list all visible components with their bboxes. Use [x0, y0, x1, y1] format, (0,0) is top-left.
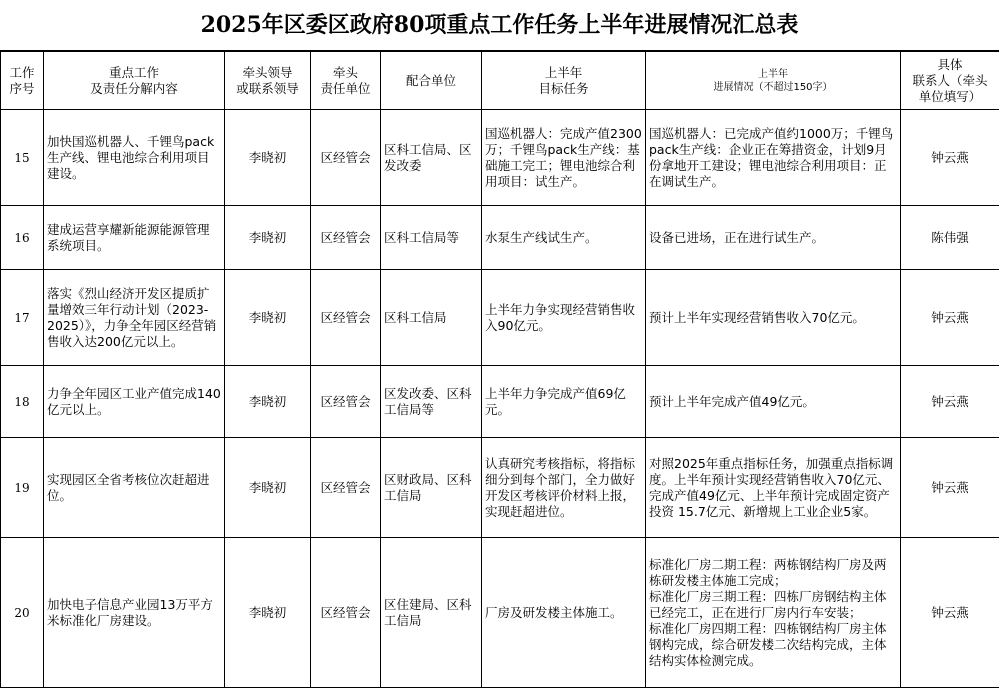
cell-goal[interactable]: 上半年力争实现经营销售收入90亿元。 — [482, 270, 646, 366]
cell-task[interactable]: 落实《烈山经济开发区提质扩量增效三年行动计划（2023-2025）》，力争全年园区经营销售收入达200亿元以上。 — [44, 270, 225, 366]
cell-seq[interactable]: 20 — [1, 538, 44, 688]
cell-coop[interactable]: 区财政局、区科工信局 — [381, 438, 482, 538]
cell-task[interactable]: 建成运营享耀新能源能源管理系统项目。 — [44, 206, 225, 270]
cell-contact[interactable]: 钟云燕 — [901, 270, 999, 366]
header-task: 重点工作 及责任分解内容 — [44, 52, 225, 110]
cell-progress[interactable]: 预计上半年完成产值49亿元。 — [646, 366, 901, 438]
cell-task[interactable]: 加快电子信息产业园13万平方米标准化厂房建设。 — [44, 538, 225, 688]
cell-coop[interactable]: 区科工信局 — [381, 270, 482, 366]
cell-progress[interactable]: 预计上半年实现经营销售收入70亿元。 — [646, 270, 901, 366]
table-row — [1, 110, 999, 206]
cell-goal[interactable]: 水泵生产线试生产。 — [482, 206, 646, 270]
cell-task[interactable]: 加快国巡机器人、千锂鸟pack生产线、锂电池综合利用项目建设。 — [44, 110, 225, 206]
header-row — [1, 52, 999, 110]
cell-coop[interactable]: 区科工信局等 — [381, 206, 482, 270]
cell-progress[interactable]: 设备已进场，正在进行试生产。 — [646, 206, 901, 270]
cell-contact[interactable]: 陈伟强 — [901, 206, 999, 270]
cell-unit[interactable]: 区经管会 — [311, 366, 381, 438]
cell-progress[interactable] — [646, 538, 901, 688]
header-leader: 牵头领导 或联系领导 — [225, 52, 311, 110]
cell-leader[interactable]: 李晓初 — [225, 438, 311, 538]
cell-task[interactable]: 力争全年园区工业产值完成140亿元以上。 — [44, 366, 225, 438]
table-row — [1, 538, 999, 688]
cell-contact[interactable]: 钟云燕 — [901, 438, 999, 538]
cell-contact[interactable]: 钟云燕 — [901, 366, 999, 438]
cell-seq[interactable]: 19 — [1, 438, 44, 538]
cell-leader[interactable]: 李晓初 — [225, 270, 311, 366]
header-progress: 上半年 进展情况（不超过150字） — [646, 52, 901, 110]
cell-goal[interactable]: 厂房及研发楼主体施工。 — [482, 538, 646, 688]
cell-leader[interactable]: 李晓初 — [225, 538, 311, 688]
cell-progress[interactable]: 国巡机器人：已完成产值约1000万；千锂鸟pack生产线：企业正在筹措资金，计划9月份拿地开工建设；锂电池综合利用项目：正在调试生产。 — [646, 110, 901, 206]
table-row — [1, 438, 999, 538]
cell-coop[interactable]: 区发改委、区科工信局等 — [381, 366, 482, 438]
header-coop: 配合单位 — [381, 52, 482, 110]
cell-coop[interactable]: 区住建局、区科工信局 — [381, 538, 482, 688]
table-row — [1, 366, 999, 438]
cell-task[interactable]: 实现园区全省考核位次赶超进位。 — [44, 438, 225, 538]
cell-contact[interactable]: 钟云燕 — [901, 110, 999, 206]
cell-unit[interactable]: 区经管会 — [311, 438, 381, 538]
cell-goal[interactable]: 国巡机器人：完成产值2300万；千锂鸟pack生产线：基础施工完工；锂电池综合利用项目：试生产。 — [482, 110, 646, 206]
cell-unit[interactable]: 区经管会 — [311, 206, 381, 270]
header-seq: 工作 序号 — [1, 52, 44, 110]
table-row — [1, 270, 999, 366]
cell-unit[interactable]: 区经管会 — [311, 110, 381, 206]
header-unit: 牵头 责任单位 — [311, 52, 381, 110]
sheet-title: 2025年区委区政府80项重点工作任务上半年进展情况汇总表 — [0, 0, 999, 51]
cell-seq[interactable]: 18 — [1, 366, 44, 438]
cell-leader[interactable]: 李晓初 — [225, 110, 311, 206]
cell-leader[interactable]: 李晓初 — [225, 366, 311, 438]
cell-unit[interactable]: 区经管会 — [311, 270, 381, 366]
cell-unit[interactable]: 区经管会 — [311, 538, 381, 688]
cell-contact[interactable]: 钟云燕 — [901, 538, 999, 688]
cell-seq[interactable]: 15 — [1, 110, 44, 206]
progress-table — [0, 51, 999, 688]
header-contact: 具体 联系人（牵头 单位填写） — [901, 52, 999, 110]
cell-goal[interactable]: 认真研究考核指标，将指标细分到每个部门，全力做好开发区考核评价材料上报，实现赶超进位。 — [482, 438, 646, 538]
progress-line: 标准化厂房三期工程：四栋厂房钢结构主体已经完工，正在进行厂房内行车安装； — [649, 588, 887, 620]
cell-leader[interactable]: 李晓初 — [225, 206, 311, 270]
cell-progress[interactable]: 对照2025年重点指标任务，加强重点指标调度。上半年预计实现经营销售收入70亿元、完成产值49亿元、上半年预计完成固定资产投资 15.7亿元、新增规上工业企业5家。 — [646, 438, 901, 538]
cell-seq[interactable]: 17 — [1, 270, 44, 366]
progress-line: 标准化厂房四期工程：四栋钢结构厂房主体钢构完成，综合研发楼二次结构完成，主体结构实体检测完成。 — [649, 620, 887, 668]
cell-goal[interactable]: 上半年力争完成产值69亿元。 — [482, 366, 646, 438]
header-goal: 上半年 目标任务 — [482, 52, 646, 110]
cell-seq[interactable]: 16 — [1, 206, 44, 270]
progress-line: 标准化厂房二期工程：两栋钢结构厂房及两栋研发楼主体施工完成； — [649, 556, 887, 588]
table-row — [1, 206, 999, 270]
cell-coop[interactable]: 区科工信局、区发改委 — [381, 110, 482, 206]
